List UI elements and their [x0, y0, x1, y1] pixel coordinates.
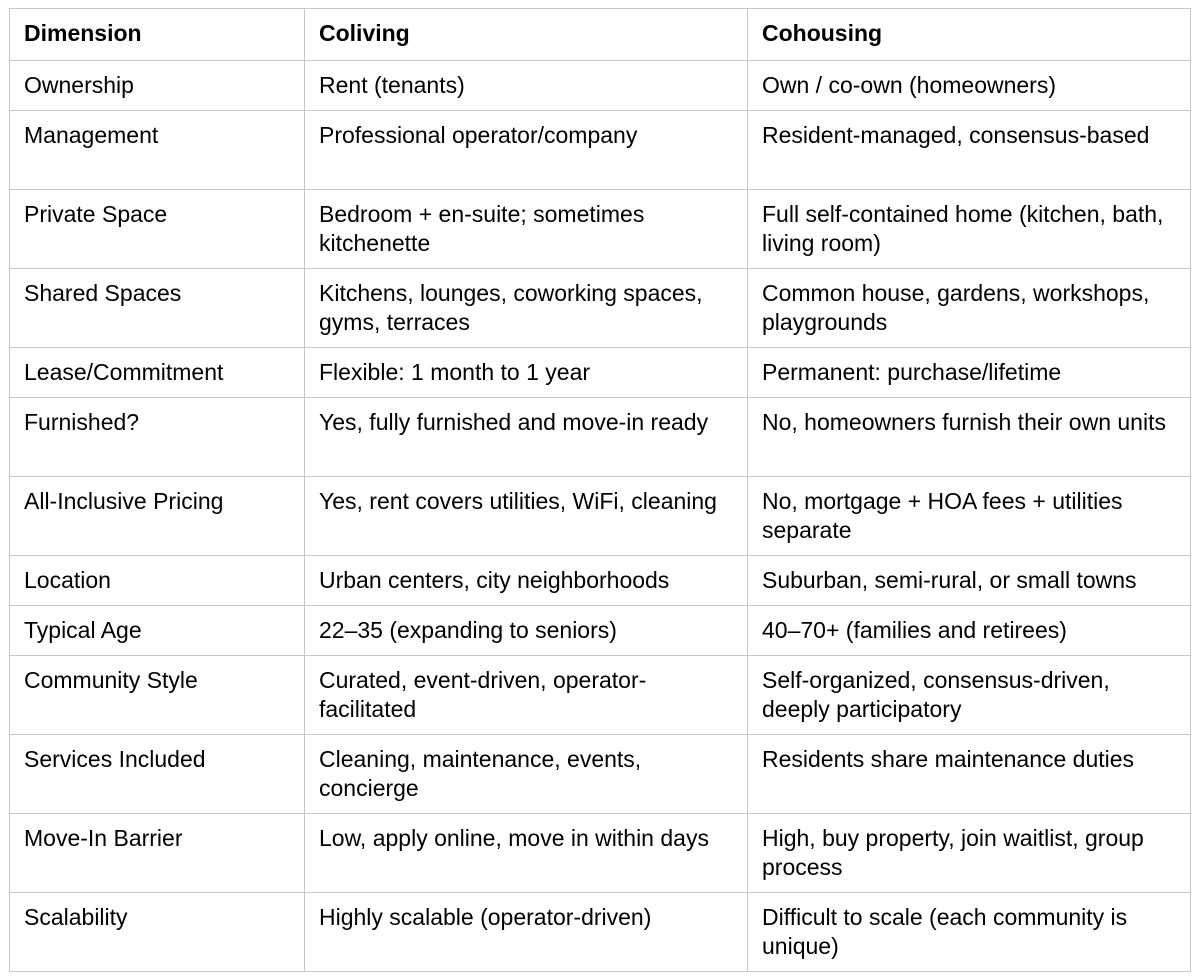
dimension-cell: Furnished?	[10, 398, 305, 477]
table-row	[10, 61, 1191, 111]
dimension-cell: Lease/Commitment	[10, 348, 305, 398]
dimension-cell: Services Included	[10, 735, 305, 814]
coliving-cell: Yes, rent covers utilities, WiFi, cleaning	[305, 477, 748, 556]
header-coliving: Coliving	[305, 9, 748, 61]
dimension-cell: Shared Spaces	[10, 269, 305, 348]
cohousing-cell: No, mortgage + HOA fees + utilities separate	[748, 477, 1191, 556]
comparison-table	[9, 8, 1191, 972]
dimension-cell: Move-In Barrier	[10, 814, 305, 893]
coliving-cell: Bedroom + en-suite; sometimes kitchenette	[305, 190, 748, 269]
dimension-cell: Ownership	[10, 61, 305, 111]
cohousing-cell: High, buy property, join waitlist, group process	[748, 814, 1191, 893]
dimension-cell: Management	[10, 111, 305, 190]
cohousing-cell: Full self-contained home (kitchen, bath, living room)	[748, 190, 1191, 269]
cohousing-cell: Own / co-own (homeowners)	[748, 61, 1191, 111]
coliving-cell: Low, apply online, move in within days	[305, 814, 748, 893]
coliving-cell: Professional operator/company	[305, 111, 748, 190]
table-row	[10, 893, 1191, 972]
cohousing-cell: Self-organized, consensus-driven, deeply participatory	[748, 656, 1191, 735]
header-dimension: Dimension	[10, 9, 305, 61]
dimension-cell: All-Inclusive Pricing	[10, 477, 305, 556]
cohousing-cell: Resident-managed, consensus-based	[748, 111, 1191, 190]
dimension-cell: Typical Age	[10, 606, 305, 656]
coliving-cell: Kitchens, lounges, coworking spaces, gyms, terraces	[305, 269, 748, 348]
coliving-cell: Highly scalable (operator-driven)	[305, 893, 748, 972]
table-row	[10, 656, 1191, 735]
table-row	[10, 190, 1191, 269]
coliving-cell: Curated, event-driven, operator-facilitated	[305, 656, 748, 735]
table-row	[10, 398, 1191, 477]
coliving-cell: Urban centers, city neighborhoods	[305, 556, 748, 606]
cohousing-cell: Difficult to scale (each community is unique)	[748, 893, 1191, 972]
table-row	[10, 269, 1191, 348]
coliving-cell: Cleaning, maintenance, events, concierge	[305, 735, 748, 814]
cohousing-cell: Common house, gardens, workshops, playgrounds	[748, 269, 1191, 348]
table-row	[10, 735, 1191, 814]
cohousing-cell: 40–70+ (families and retirees)	[748, 606, 1191, 656]
coliving-cell: 22–35 (expanding to seniors)	[305, 606, 748, 656]
dimension-cell: Location	[10, 556, 305, 606]
table-row	[10, 814, 1191, 893]
header-cohousing: Cohousing	[748, 9, 1191, 61]
table-header-row	[10, 9, 1191, 61]
table-row	[10, 606, 1191, 656]
dimension-cell: Private Space	[10, 190, 305, 269]
dimension-cell: Scalability	[10, 893, 305, 972]
cohousing-cell: Suburban, semi-rural, or small towns	[748, 556, 1191, 606]
coliving-cell: Yes, fully furnished and move-in ready	[305, 398, 748, 477]
table-row	[10, 477, 1191, 556]
cohousing-cell: No, homeowners furnish their own units	[748, 398, 1191, 477]
comparison-table-container	[9, 8, 1191, 972]
table-row	[10, 556, 1191, 606]
cohousing-cell: Residents share maintenance duties	[748, 735, 1191, 814]
cohousing-cell: Permanent: purchase/lifetime	[748, 348, 1191, 398]
table-row	[10, 348, 1191, 398]
coliving-cell: Flexible: 1 month to 1 year	[305, 348, 748, 398]
coliving-cell: Rent (tenants)	[305, 61, 748, 111]
table-row	[10, 111, 1191, 190]
dimension-cell: Community Style	[10, 656, 305, 735]
